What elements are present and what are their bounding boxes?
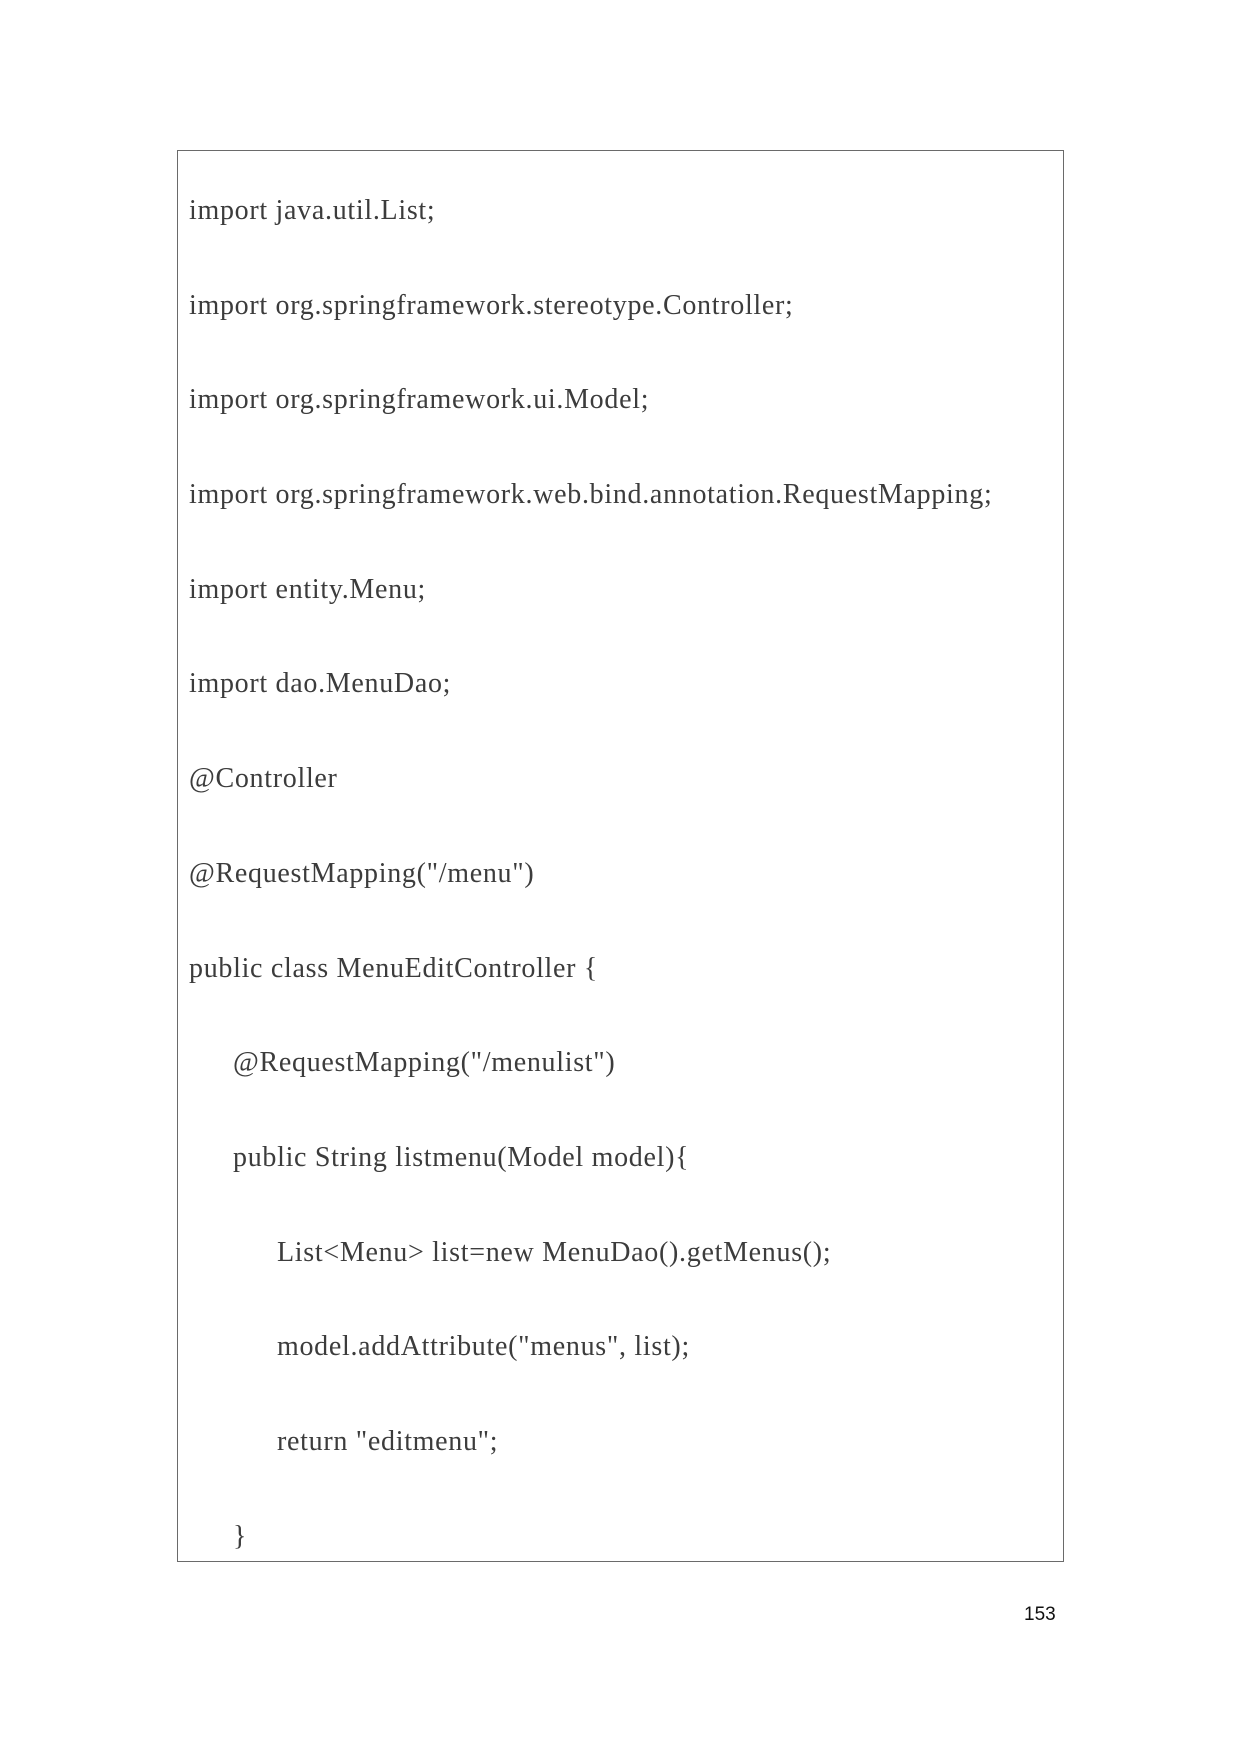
page-number: 153 <box>1024 1604 1056 1625</box>
code-listing <box>189 164 992 1584</box>
code-line: @Controller <box>189 763 338 795</box>
code-line: List<Menu> list=new MenuDao().getMenus(); <box>277 1236 832 1268</box>
code-line: return "editmenu"; <box>277 1425 499 1457</box>
code-line: @RequestMapping("/menu") <box>189 857 535 889</box>
code-line: import org.springframework.stereotype.Controller; <box>189 289 794 321</box>
code-line: public class MenuEditController { <box>189 952 599 984</box>
code-line: @RequestMapping("/menulist") <box>233 1047 616 1079</box>
code-line: import entity.Menu; <box>189 573 427 605</box>
code-listing-box <box>177 150 1064 1562</box>
code-line: public String listmenu(Model model){ <box>233 1141 690 1173</box>
code-line: import org.springframework.ui.Model; <box>189 384 650 416</box>
code-line: import dao.MenuDao; <box>189 668 452 700</box>
code-line: import org.springframework.web.bind.annotation.RequestMapping; <box>189 479 993 511</box>
code-line: } <box>233 1520 248 1552</box>
code-line: import java.util.List; <box>189 195 436 226</box>
code-line: model.addAttribute("menus", list); <box>277 1331 690 1363</box>
